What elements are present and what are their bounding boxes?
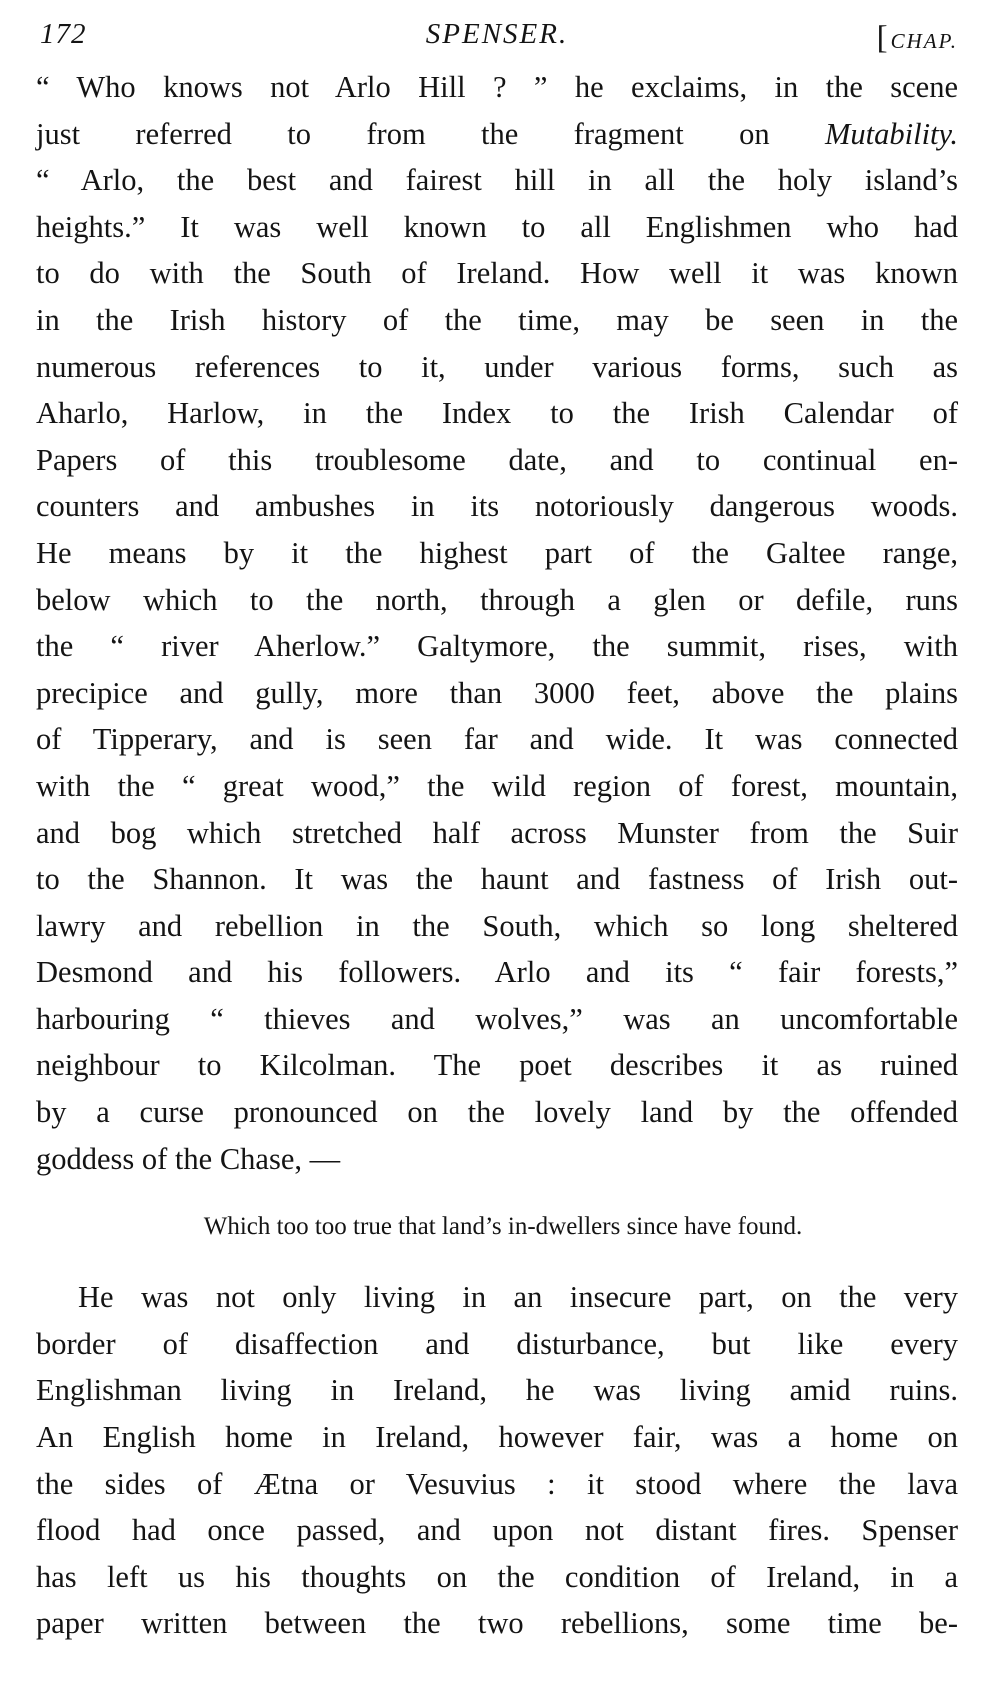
text-line: neighbour to Kilcolman. The poet describes it as ruined — [36, 1048, 958, 1083]
text-line — [36, 111, 958, 158]
chapter-label: [CHAP. — [876, 20, 958, 56]
text-line-part: just referred to from the fragment on — [36, 116, 825, 151]
text-line: heights.” It was well known to all Englishmen who had — [36, 209, 958, 244]
text-line: in the Irish history of the time, may be seen in the — [36, 302, 958, 337]
text-line: Desmond and his followers. Arlo and its “ fair forests,” — [36, 955, 958, 990]
text-line: goddess of the Chase, — — [36, 1141, 341, 1176]
running-head — [36, 18, 958, 64]
text-line: below which to the north, through a glen or defile, runs — [36, 582, 958, 617]
text-line: border of disaffection and disturbance, but like every — [36, 1326, 958, 1361]
text-line: harbouring “ thieves and wolves,” was an uncomfortable — [36, 1001, 958, 1036]
text-line: has left us his thoughts on the condition of Ireland, in a — [36, 1559, 958, 1594]
text-line: of Tipperary, and is seen far and wide. It was connected — [36, 722, 958, 757]
page-number: 172 — [40, 18, 87, 50]
text-line: to do with the South of Ireland. How well it was known — [36, 256, 958, 291]
text-line: to the Shannon. It was the haunt and fastness of Irish out- — [36, 862, 958, 897]
text-line: the “ river Aherlow.” Galtymore, the summit, rises, with — [36, 629, 958, 664]
book-page — [36, 18, 958, 1647]
paragraph-arlo-hill — [36, 64, 958, 1182]
text-line: “ Arlo, the best and fairest hill in all the holy island’s — [36, 163, 958, 198]
text-line: counters and ambushes in its notoriously dangerous woods. — [36, 489, 958, 524]
text-line: the sides of Ætna or Vesuvius : it stood where the lava — [36, 1466, 958, 1501]
text-line: Papers of this troublesome date, and to continual en- — [36, 442, 958, 477]
text-line: and bog which stretched half across Munster from the Suir — [36, 815, 958, 850]
text-line: He was not only living in an insecure part, on the very — [78, 1280, 958, 1315]
verse-quotation: Which too too true that land’s in-dwellers since have found. — [203, 1213, 803, 1241]
text-line: by a curse pronounced on the lovely land by the offended — [36, 1095, 958, 1130]
text-line: An English home in Ireland, however fair, was a home on — [36, 1420, 958, 1455]
text-line: flood had once passed, and upon not distant fires. Spenser — [36, 1513, 958, 1548]
chapter-label-text: CHAP. — [890, 29, 958, 53]
text-line: with the “ great wood,” the wild region of forest, mountain, — [36, 768, 958, 803]
paragraph-insecure-part — [36, 1274, 958, 1647]
text-line: He means by it the highest part of the Galtee range, — [36, 535, 958, 570]
text-line: Aharlo, Harlow, in the Index to the Irish Calendar of — [36, 396, 958, 431]
running-title: SPENSER. — [425, 18, 569, 50]
text-line: precipice and gully, more than 3000 feet, above the plains — [36, 675, 958, 710]
text-line: paper written between the two rebellions, some time be- — [36, 1606, 958, 1641]
italic-title: Mutability. — [824, 116, 958, 151]
text-line: lawry and rebellion in the South, which so long sheltered — [36, 908, 958, 943]
text-line: “ Who knows not Arlo Hill ? ” he exclaims, in the scene — [36, 70, 958, 104]
text-line: Englishman living in Ireland, he was living amid ruins. — [36, 1373, 958, 1408]
text-line: numerous references to it, under various forms, such as — [36, 349, 958, 384]
